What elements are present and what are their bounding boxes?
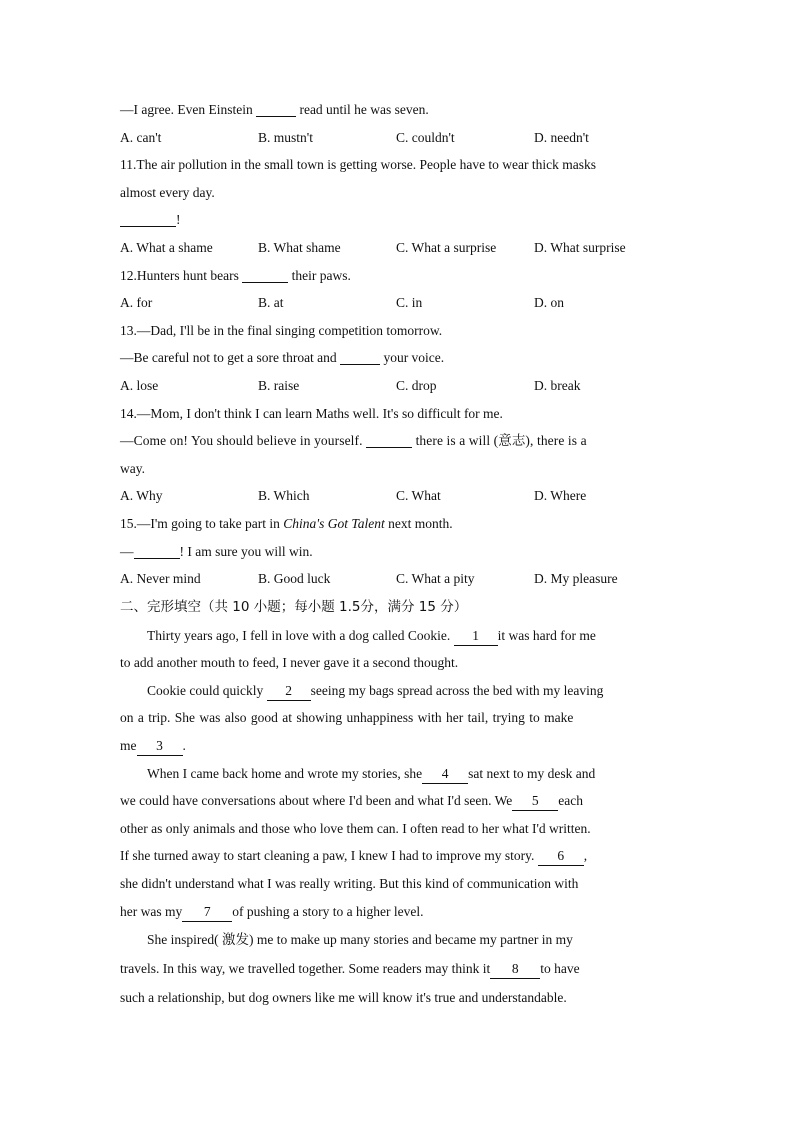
exam-page [120, 96, 676, 1012]
q11-options [120, 234, 676, 262]
q14-line-1: 14.—Mom, I don't think I can learn Maths well. It's so difficult for me. [120, 405, 503, 421]
q11-exclaim: ! [176, 212, 181, 228]
cloze-text: . [182, 738, 186, 754]
q15-option-a[interactable]: A. Never mind [120, 571, 201, 587]
q13-options [120, 372, 676, 400]
cloze-text: it was hard for me [497, 627, 596, 643]
q14-text-end: there is a will (意志), there is a [415, 433, 587, 449]
cloze-text: her was my [120, 903, 183, 919]
q12-text: 12.Hunters hunt bears [120, 267, 239, 283]
q14-options [120, 482, 676, 510]
q15-text-end-2: ! I am sure you will win. [179, 543, 313, 559]
cloze-p3-line-1 [120, 760, 676, 788]
q14-option-a[interactable]: A. Why [120, 488, 163, 504]
q11-option-a[interactable]: A. What a shame [120, 239, 213, 255]
q13-blank[interactable] [340, 349, 380, 365]
q10-option-a[interactable]: A. can't [120, 129, 162, 145]
q15-line-1 [120, 510, 676, 538]
q14-blank[interactable] [366, 432, 412, 448]
cloze-p4-line-3: such a relationship, but dog owners like me will know it's true and understandable. [120, 990, 567, 1006]
q15-text-end: next month. [388, 515, 453, 531]
q10-text-end: read until he was seven. [299, 102, 429, 117]
cloze-paragraph-1 [120, 622, 676, 677]
cloze-p2-line-1 [120, 677, 676, 705]
q15-option-b[interactable]: B. Good luck [258, 571, 331, 587]
q10-option-c[interactable]: C. couldn't [396, 129, 455, 145]
cloze-p4-line-1: She inspired( 激发) me to make up many stories and became my partner in my [147, 932, 573, 948]
q13-option-d[interactable]: D. break [534, 377, 581, 393]
q14-line-3: way. [120, 460, 145, 476]
q12-option-d[interactable]: D. on [534, 295, 564, 311]
q10-dialog-line [120, 96, 676, 124]
q13-option-a[interactable]: A. lose [120, 377, 159, 393]
cloze-p3-line-3: other as only animals and those who love them can. I often read to her what I'd written. [120, 820, 591, 836]
cloze-text: sat next to my desk and [468, 765, 596, 781]
cloze-blank-1[interactable]: 1 [454, 627, 498, 646]
cloze-blank-7[interactable]: 7 [182, 903, 232, 922]
cloze-text: me [120, 738, 137, 754]
q11-option-d[interactable]: D. What surprise [534, 239, 626, 255]
q14-line-2 [120, 427, 676, 455]
cloze-text: When I came back home and wrote my stories, she [147, 765, 423, 781]
q11-line-1: 11.The air pollution in the small town is getting worse. People have to wear thick masks [120, 157, 597, 173]
q15-blank[interactable] [134, 543, 180, 559]
q10-option-d[interactable]: D. needn't [534, 129, 589, 145]
cloze-p2-line-2: on a trip. She was also good at showing unhappiness with her tail, trying to make [120, 710, 574, 726]
cloze-text: seeing my bags spread across the bed with my leaving [310, 682, 604, 698]
q15-text: 15.—I'm going to take part in [120, 515, 280, 531]
q13-text-end: your voice. [383, 350, 445, 366]
q11-line-3 [120, 206, 676, 234]
q14-option-c[interactable]: C. What [396, 488, 441, 504]
cloze-paragraph-2 [120, 677, 676, 760]
q11-line-2: almost every day. [120, 184, 215, 200]
cloze-text: , [583, 848, 588, 864]
q14-text: —Come on! You should believe in yourself. [120, 433, 363, 449]
q15-dash: — [120, 543, 134, 559]
q10-text: —I agree. Even Einstein [120, 102, 253, 117]
q15-option-c[interactable]: C. What a pity [396, 571, 475, 587]
cloze-blank-4[interactable]: 4 [422, 765, 468, 784]
q15-option-d[interactable]: D. My pleasure [534, 571, 618, 587]
cloze-p1-line-2: to add another mouth to feed, I never gave it a second thought. [120, 655, 459, 671]
cloze-p3-line-6 [120, 898, 676, 926]
q10-blank[interactable] [256, 101, 296, 117]
cloze-blank-2[interactable]: 2 [267, 682, 311, 701]
cloze-text: travels. In this way, we travelled together. Some readers may think it [120, 961, 491, 977]
q10-option-b[interactable]: B. mustn't [258, 129, 313, 145]
q12-blank[interactable] [242, 267, 288, 283]
cloze-text: to have [540, 961, 580, 977]
q15-line-2 [120, 538, 676, 566]
q12-options [120, 289, 676, 317]
q12-text-end: their paws. [291, 267, 351, 283]
q10-options [120, 124, 676, 152]
cloze-text: Thirty years ago, I fell in love with a dog called Cookie. [147, 627, 451, 643]
q13-line-2 [120, 344, 676, 372]
cloze-p3-line-5: she didn't understand what I was really writing. But this kind of communication with [120, 876, 579, 892]
cloze-p3-line-4 [120, 842, 676, 870]
cloze-p3-line-2 [120, 787, 676, 815]
q12-option-a[interactable]: A. for [120, 295, 153, 311]
cloze-paragraph-3 [120, 760, 676, 926]
cloze-text: of pushing a story to a higher level. [232, 903, 424, 919]
q12-option-b[interactable]: B. at [258, 295, 284, 311]
q14-option-b[interactable]: B. Which [258, 488, 310, 504]
q12-line [120, 262, 676, 290]
cloze-blank-5[interactable]: 5 [512, 792, 558, 811]
cloze-blank-8[interactable]: 8 [490, 960, 540, 979]
cloze-text: we could have conversations about where I'd been and what I'd seen. We [120, 793, 513, 809]
q12-option-c[interactable]: C. in [396, 295, 423, 311]
q13-line-1: 13.—Dad, I'll be in the final singing competition tomorrow. [120, 322, 443, 338]
q11-option-c[interactable]: C. What a surprise [396, 239, 497, 255]
cloze-p1-line-1 [120, 622, 676, 650]
q13-text: —Be careful not to get a sore throat and [120, 350, 337, 366]
cloze-blank-3[interactable]: 3 [137, 737, 183, 756]
q11-blank[interactable] [120, 211, 176, 227]
cloze-text: If she turned away to start cleaning a paw, I knew I had to improve my story. [120, 848, 535, 864]
cloze-paragraph-4 [120, 925, 676, 1012]
q11-option-b[interactable]: B. What shame [258, 239, 341, 255]
q15-options [120, 565, 676, 593]
q13-option-c[interactable]: C. drop [396, 377, 437, 393]
q14-option-d[interactable]: D. Where [534, 488, 587, 504]
q13-option-b[interactable]: B. raise [258, 377, 300, 393]
q15-show-title: China's Got Talent [283, 515, 385, 531]
cloze-text: Cookie could quickly [147, 682, 264, 698]
cloze-text: each [558, 793, 583, 809]
cloze-p2-line-3 [120, 732, 676, 760]
section-heading: 二、完形填空（共 10 小题；每小题 1.5分，满分 15 分） [120, 598, 468, 615]
cloze-p4-line-2 [120, 954, 676, 983]
cloze-blank-6[interactable]: 6 [538, 847, 584, 866]
